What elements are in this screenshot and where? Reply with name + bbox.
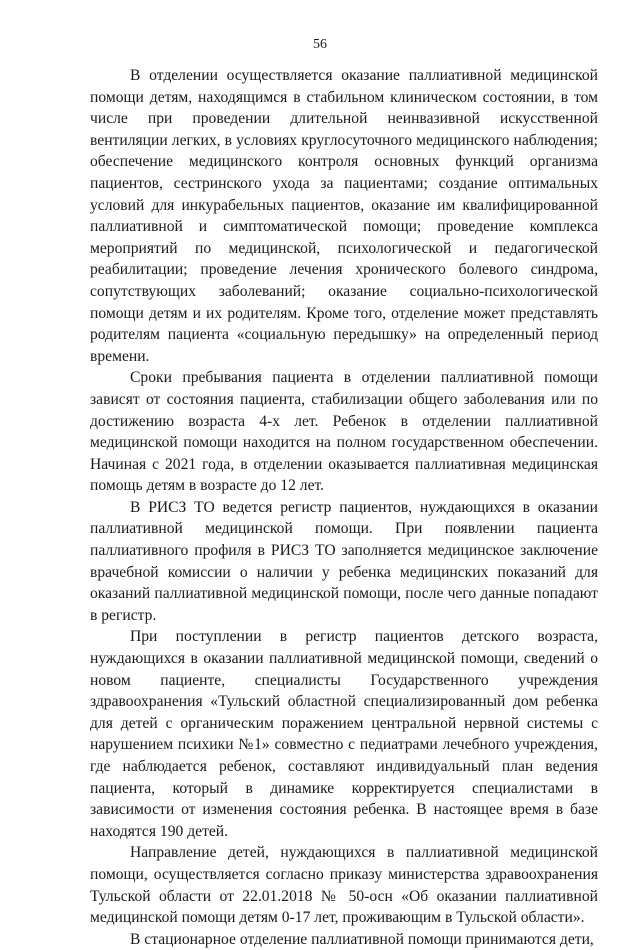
page-number: 56 xyxy=(313,37,327,52)
paragraph-4: При поступлении в регистр пациентов детского возраста, нуждающихся в оказании паллиативной медицинской помощи, сведений о новом пациенте, специалисты Государственного учреждения здравоохранения «Тульский областной специализированный дом ребенка для детей с органическим поражением центральной нервной системы с нарушением психики №1» совместно с педиатрами лечебного учреждения, где наблюдается ребенок, составляют индивидуальный план ведения пациента, который в динамике корректируется специалистами в зависимости от изменения состояния ребенка. В настоящее время в базе находятся 190 детей. xyxy=(90,628,598,840)
paragraph-1: В отделении осуществляется оказание паллиативной медицинской помощи детям, находящимся в стабильном клиническом состоянии, в том числе при проведении длительной неинвазивной искусственной вентиляции легких, в условиях круглосуточного медицинского наблюдения; обеспечение медицинского контроля основных функций организма пациентов, сестринского ухода за пациентами; создание оптимальных условий для инкурабельных пациентов, оказание им квалифицированной паллиативной и симптоматической помощи; проведение комплекса мероприятий по медицинской, психологической и педагогической реабилитации; проведение лечения хронического болевого синдрома, сопутствующих заболеваний; оказание социально-психологической помощи детям и их родителям. Кроме того, отделение может представлять родителям пациента «социальную передышку» на определенный период времени. xyxy=(90,67,598,365)
document-body xyxy=(90,65,598,950)
paragraph-6: В стационарное отделение паллиативной помощи принимаются дети, xyxy=(130,930,594,948)
paragraph-2: Сроки пребывания пациента в отделении паллиативной помощи зависят от состояния пациента, стабилизации общего заболевания или по достижению возраста 4-х лет. Ребенок в отделении паллиативной медицинской помощи находится на полном государственном обеспечении. Начиная с 2021 года, в отделении оказывается паллиативная медицинская помощь детям в возрасте до 12 лет. xyxy=(90,369,598,495)
paragraph-5: Направление детей, нуждающихся в паллиативной медицинской помощи, осуществляется согласно приказу министерства здравоохранения Тульской области от 22.01.2018 № 50-осн «Об оказании паллиативной медицинской помощи детям 0-17 лет, проживающим в Тульской области». xyxy=(90,844,598,927)
paragraph-3: В РИСЗ ТО ведется регистр пациентов, нуждающихся в оказании паллиативной медицинской помощи. При появлении пациента паллиативного профиля в РИСЗ ТО заполняется медицинское заключение врачебной комиссии о наличии у ребенка медицинских показаний для оказаний паллиативной медицинской помощи, после чего данные попадают в регистр. xyxy=(90,498,598,624)
